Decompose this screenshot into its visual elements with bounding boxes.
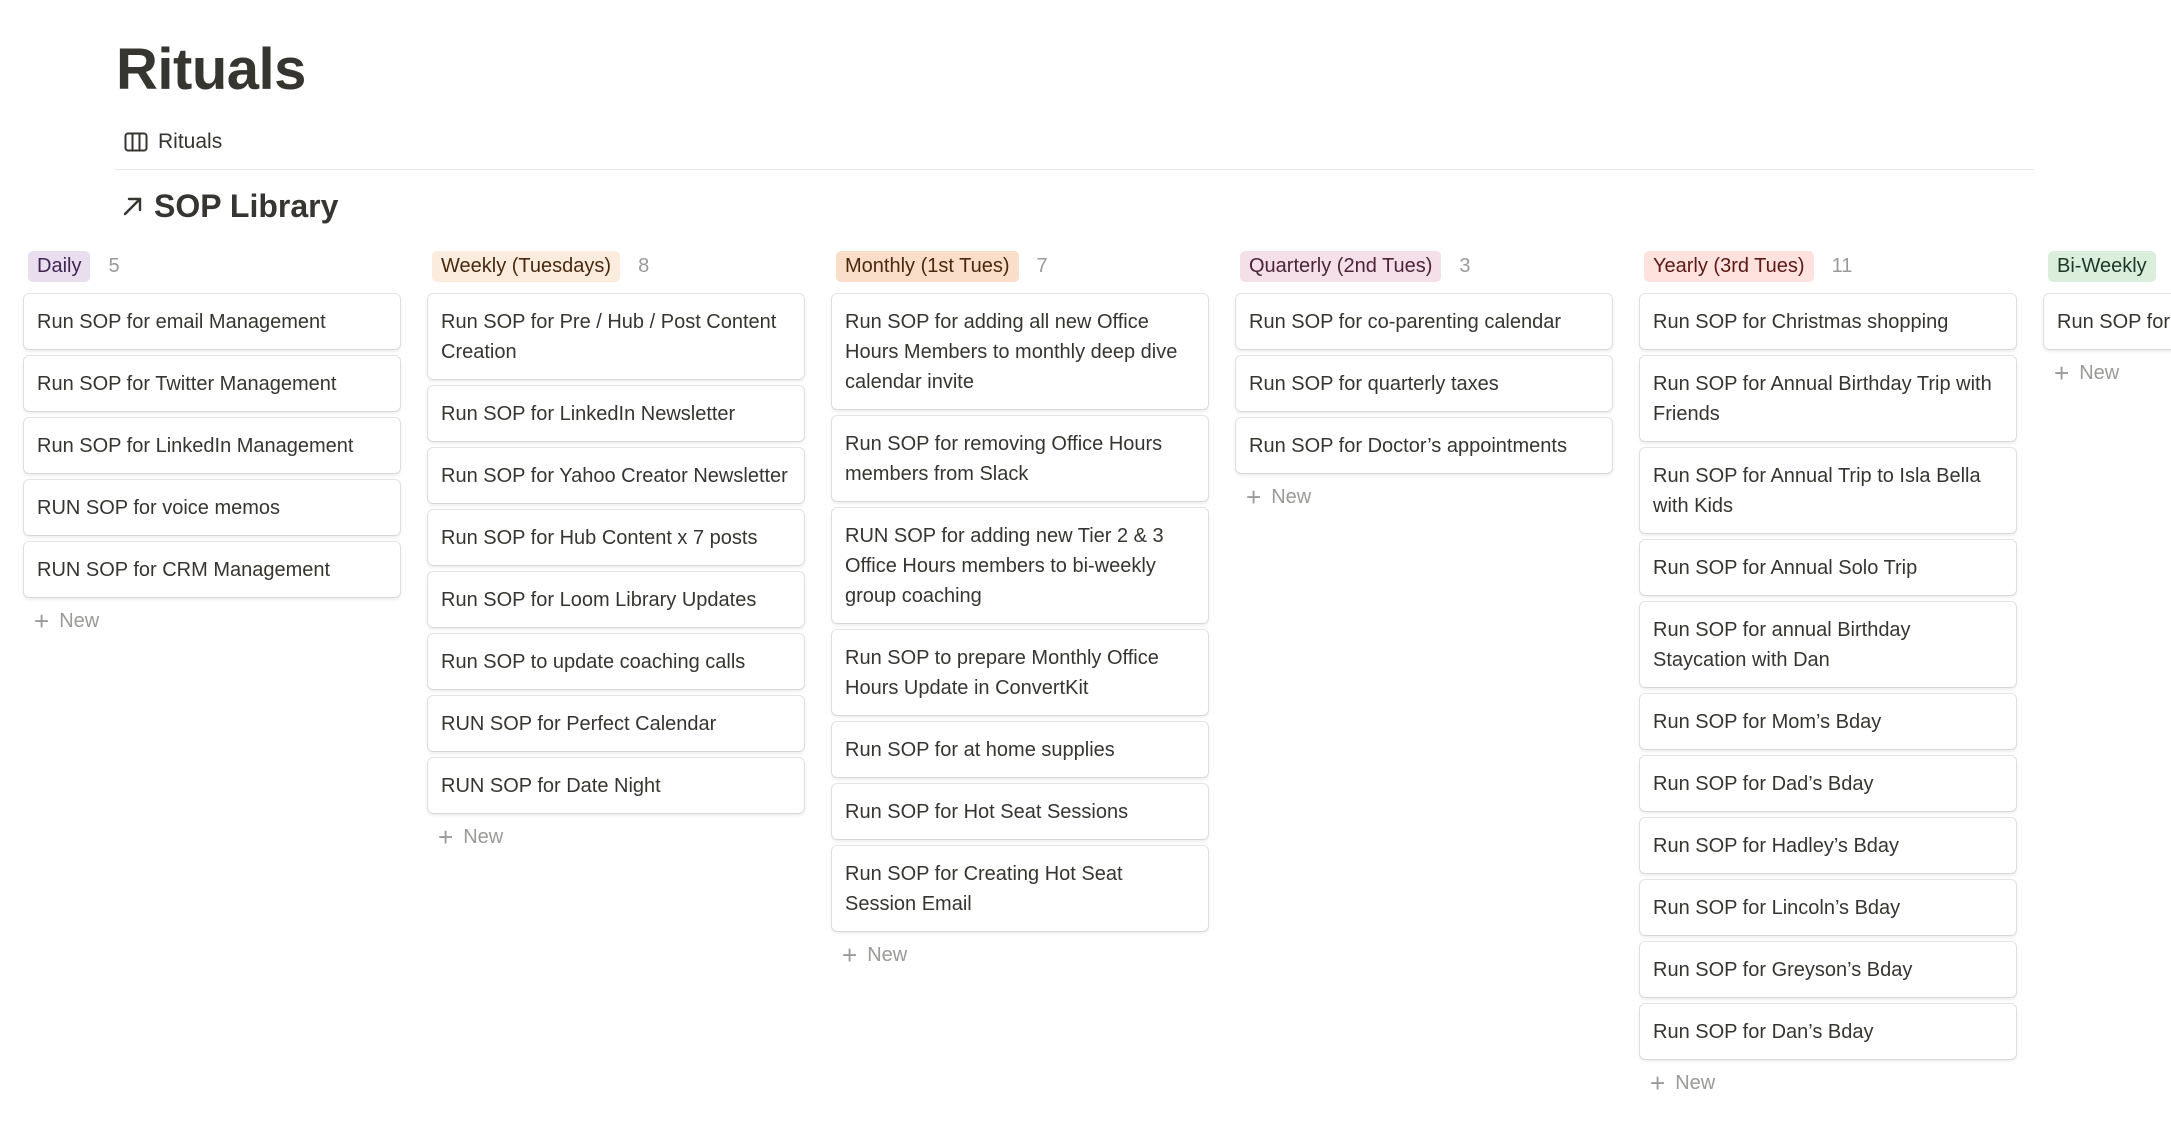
plus-icon: + (842, 940, 858, 970)
board-card[interactable]: Run SOP for adding all new Office Hours Members to monthly deep dive calendar invite (832, 294, 1208, 409)
plus-icon: + (1650, 1068, 1666, 1098)
new-card-button[interactable] (1236, 481, 1612, 513)
column-header (24, 250, 400, 282)
board-card[interactable]: Run SOP for Yahoo Creator Newsletter (428, 448, 804, 503)
board-card[interactable]: Run SOP for LinkedIn Management (24, 418, 400, 473)
board-card[interactable]: RUN SOP for voice memos (24, 480, 400, 535)
board-card[interactable]: Run SOP for Creating Hot Seat Session Email (832, 846, 1208, 931)
new-card-button[interactable] (832, 939, 1208, 971)
plus-icon: + (2054, 358, 2070, 388)
board-card[interactable]: Run SOP for removing Office Hours members from Slack (832, 416, 1208, 501)
new-card-button[interactable] (2044, 357, 2171, 389)
column-header (832, 250, 1208, 282)
view-tab-label: Rituals (158, 130, 223, 153)
board-card[interactable]: Run SOP for Christmas shopping (1640, 294, 2016, 349)
database-title: SOP Library (154, 187, 339, 224)
board-card[interactable]: Run SOP for Twitter Management (24, 356, 400, 411)
group-count: 3 (1459, 254, 1471, 277)
board-card[interactable]: Run SOP to prepare Monthly Office Hours Update in ConvertKit (832, 630, 1208, 715)
new-card-button[interactable] (1640, 1067, 2016, 1099)
board-card[interactable]: Run SOP for Lincoln’s Bday (1640, 880, 2016, 935)
board-card[interactable]: Run SOP for Pre / Hub / Post Content Creation (428, 294, 804, 379)
board-card[interactable]: Run SOP for email Management (24, 294, 400, 349)
new-card-label: New (1271, 485, 1312, 508)
new-card-label: New (867, 943, 908, 966)
board-card[interactable]: Run SOP for Loom Library Updates (428, 572, 804, 627)
group-label[interactable]: Weekly (Tuesdays) (432, 251, 620, 282)
board-view-icon (124, 131, 148, 153)
group-label[interactable]: Bi-Weekly (2048, 251, 2156, 282)
column-header (428, 250, 804, 282)
board-card[interactable]: Run SOP for quarterly taxes (1236, 356, 1612, 411)
plus-icon: + (1246, 482, 1262, 512)
group-label[interactable]: Monthly (1st Tues) (836, 251, 1019, 282)
group-label[interactable]: Daily (28, 251, 90, 282)
board-column (428, 250, 804, 853)
board-column (832, 250, 1208, 971)
column-header (1236, 250, 1612, 282)
board-card[interactable]: Run SOP for Doctor’s appointments (1236, 418, 1612, 473)
board-card[interactable]: Run SOP for Annual Birthday Trip with Friends (1640, 356, 2016, 441)
board-card[interactable]: Run SOP for Hub Content x 7 posts (428, 510, 804, 565)
board-card[interactable]: Run SOP for annual Birthday Staycation with Dan (1640, 602, 2016, 687)
group-label[interactable]: Yearly (3rd Tues) (1644, 251, 1814, 282)
new-card-button[interactable] (428, 821, 804, 853)
board-card[interactable]: Run SOP to update coaching calls (428, 634, 804, 689)
board-card[interactable]: Run SOP for Dad’s Bday (1640, 756, 2016, 811)
board-card[interactable]: RUN SOP for CRM Management (24, 542, 400, 597)
new-card-label: New (463, 825, 504, 848)
plus-icon: + (34, 606, 50, 636)
board-card[interactable]: Run SOP for at home supplies (832, 722, 1208, 777)
board-card[interactable]: RUN SOP for Date Night (428, 758, 804, 813)
new-card-label: New (2079, 361, 2120, 384)
new-card-label: New (1675, 1071, 1716, 1094)
new-card-label: New (59, 609, 100, 632)
group-count: 5 (108, 254, 120, 277)
board-card[interactable]: Run SOP for Hot Seat Sessions (832, 784, 1208, 839)
column-header (1640, 250, 2016, 282)
group-count: 7 (1036, 254, 1048, 277)
group-count: 8 (638, 254, 650, 277)
board-card[interactable]: RUN SOP for adding new Tier 2 & 3 Office Hours members to bi-weekly group coaching (832, 508, 1208, 623)
board-card[interactable]: Run SOP for co-parenting calendar (1236, 294, 1612, 349)
board-column (1640, 250, 2016, 1099)
group-label[interactable]: Quarterly (2nd Tues) (1240, 251, 1441, 282)
board-card[interactable]: Run SOP for Greyson’s Bday (1640, 942, 2016, 997)
board-card[interactable]: RUN SOP for Perfect Calendar (428, 696, 804, 751)
board-column (1236, 250, 1612, 513)
page-title: Rituals (116, 37, 306, 102)
board-card[interactable]: Run SOP for Dan’s Bday (1640, 1004, 2016, 1059)
board-card[interactable]: Run SOP for LinkedIn Newsletter (428, 386, 804, 441)
board-card[interactable]: Run SOP for Annual Trip to Isla Bella with Kids (1640, 448, 2016, 533)
board-card[interactable]: Run SOP for Annual Solo Trip (1640, 540, 2016, 595)
plus-icon: + (438, 822, 454, 852)
board-column (24, 250, 400, 637)
board-card[interactable]: Run SOP for (2044, 294, 2171, 349)
column-header (2044, 250, 2171, 282)
board-column (2044, 250, 2171, 389)
group-count: 11 (1831, 254, 1853, 277)
view-tab-rituals[interactable] (124, 126, 222, 158)
database-title-link[interactable] (120, 184, 338, 228)
board-card[interactable]: Run SOP for Mom’s Bday (1640, 694, 2016, 749)
board-card[interactable]: Run SOP for Hadley’s Bday (1640, 818, 2016, 873)
divider (114, 169, 2034, 170)
new-card-button[interactable] (24, 605, 400, 637)
arrow-up-right-icon (120, 193, 146, 219)
